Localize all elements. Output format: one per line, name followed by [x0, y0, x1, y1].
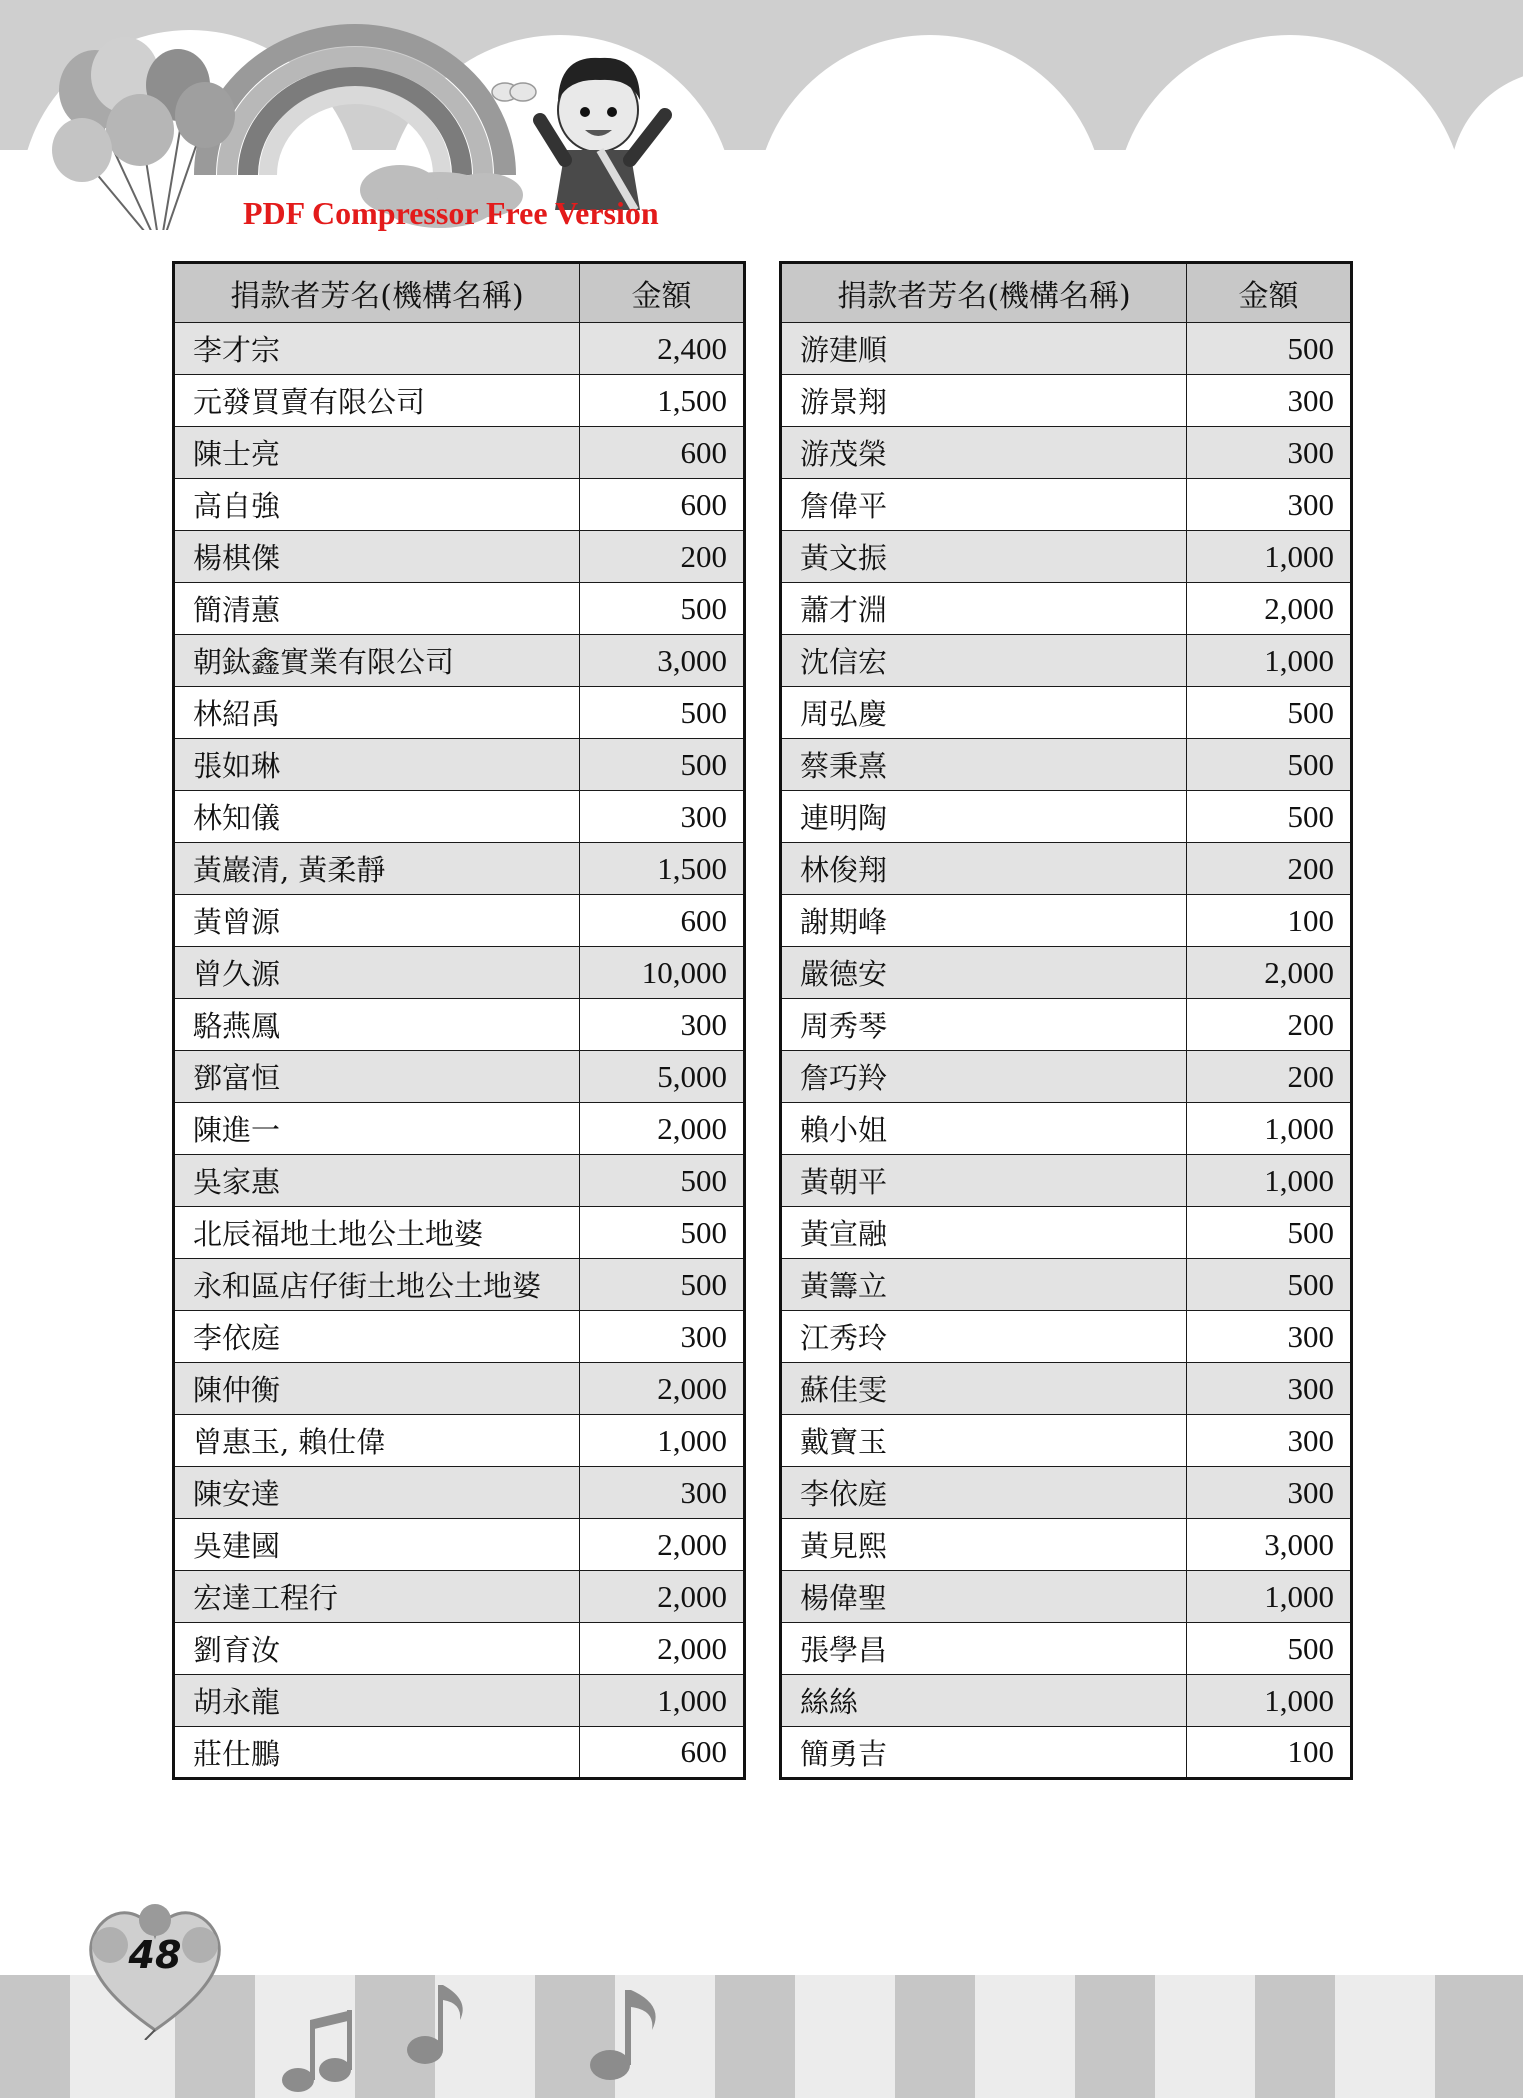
column-header-name: 捐款者芳名(機構名稱) [781, 263, 1187, 323]
donor-name-cell: 黃巖清, 黃柔靜 [174, 843, 580, 895]
donation-amount-cell: 500 [580, 687, 745, 739]
table-row [781, 791, 1352, 843]
donor-name-cell: 黃宣融 [781, 1207, 1187, 1259]
table-row [174, 375, 745, 427]
table-row [174, 635, 745, 687]
donation-amount-cell: 300 [1187, 479, 1352, 531]
donor-name-cell: 蔡秉熹 [781, 739, 1187, 791]
table-header-row [174, 263, 745, 323]
butterfly-icon [492, 83, 536, 101]
donor-name-cell: 林知儀 [174, 791, 580, 843]
table-row [781, 635, 1352, 687]
donation-amount-cell: 1,500 [580, 843, 745, 895]
watermark-text: PDF Compressor Free Version [243, 195, 659, 231]
donation-amount-cell: 100 [1187, 1727, 1352, 1779]
donor-table-left [172, 261, 746, 1780]
table-row [174, 583, 745, 635]
donor-name-cell: 張學昌 [781, 1623, 1187, 1675]
donor-name-cell: 劉育汝 [174, 1623, 580, 1675]
donation-amount-cell: 500 [1187, 1207, 1352, 1259]
table-row [174, 947, 745, 999]
donor-name-cell: 詹巧羚 [781, 1051, 1187, 1103]
table-row [781, 947, 1352, 999]
donation-amount-cell: 1,000 [1187, 531, 1352, 583]
table-row [174, 999, 745, 1051]
table-header-row [781, 263, 1352, 323]
donation-amount-cell: 2,000 [580, 1103, 745, 1155]
donation-amount-cell: 300 [580, 1467, 745, 1519]
table-row [781, 739, 1352, 791]
table-row [174, 1051, 745, 1103]
donation-amount-cell: 300 [580, 791, 745, 843]
donation-amount-cell: 200 [1187, 999, 1352, 1051]
table-row [781, 1415, 1352, 1467]
table-row [781, 1259, 1352, 1311]
donor-name-cell: 李才宗 [174, 323, 580, 375]
donor-name-cell: 吳建國 [174, 1519, 580, 1571]
donor-name-cell: 嚴德安 [781, 947, 1187, 999]
table-row [781, 1623, 1352, 1675]
table-row [174, 479, 745, 531]
page-number: 48 [128, 1933, 182, 1977]
donor-name-cell: 黃籌立 [781, 1259, 1187, 1311]
table-row [781, 1155, 1352, 1207]
donor-name-cell: 黃曾源 [174, 895, 580, 947]
donation-amount-cell: 600 [580, 895, 745, 947]
donor-name-cell: 李依庭 [781, 1467, 1187, 1519]
donor-name-cell: 黃朝平 [781, 1155, 1187, 1207]
donation-amount-cell: 300 [1187, 1363, 1352, 1415]
donation-amount-cell: 500 [580, 1207, 745, 1259]
header-decoration [0, 0, 1523, 230]
donor-name-cell: 賴小姐 [781, 1103, 1187, 1155]
donation-amount-cell: 500 [580, 739, 745, 791]
donor-name-cell: 黃文振 [781, 531, 1187, 583]
table-row [174, 1467, 745, 1519]
column-header-amount: 金額 [1187, 263, 1352, 323]
donation-amount-cell: 3,000 [580, 635, 745, 687]
donation-amount-cell: 200 [1187, 843, 1352, 895]
donor-name-cell: 江秀玲 [781, 1311, 1187, 1363]
donation-amount-cell: 300 [580, 1311, 745, 1363]
donation-amount-cell: 2,000 [1187, 583, 1352, 635]
table-row [174, 1519, 745, 1571]
donation-amount-cell: 500 [1187, 1623, 1352, 1675]
column-header-amount: 金額 [580, 263, 745, 323]
donation-amount-cell: 1,000 [1187, 635, 1352, 687]
donation-amount-cell: 500 [1187, 1259, 1352, 1311]
donor-name-cell: 鄧富恒 [174, 1051, 580, 1103]
donation-amount-cell: 500 [1187, 687, 1352, 739]
table-row [781, 1467, 1352, 1519]
table-row [174, 1311, 745, 1363]
donor-name-cell: 永和區店仔街土地公土地婆 [174, 1259, 580, 1311]
donor-name-cell: 楊棋傑 [174, 531, 580, 583]
donation-amount-cell: 1,000 [1187, 1103, 1352, 1155]
donor-name-cell: 高自強 [174, 479, 580, 531]
table-row [781, 1675, 1352, 1727]
table-row [781, 895, 1352, 947]
donor-name-cell: 林俊翔 [781, 843, 1187, 895]
donation-amount-cell: 1,000 [1187, 1155, 1352, 1207]
table-row [174, 1363, 745, 1415]
table-row [781, 1363, 1352, 1415]
table-row [174, 1623, 745, 1675]
donation-amount-cell: 1,000 [580, 1675, 745, 1727]
donation-amount-cell: 300 [1187, 1311, 1352, 1363]
donor-name-cell: 沈信宏 [781, 635, 1187, 687]
donor-name-cell: 戴寶玉 [781, 1415, 1187, 1467]
donor-table-right-body [781, 323, 1352, 1779]
donor-name-cell: 陳進一 [174, 1103, 580, 1155]
donation-amount-cell: 2,000 [580, 1571, 745, 1623]
donor-name-cell: 莊仕鵬 [174, 1727, 580, 1779]
donor-name-cell: 林紹禹 [174, 687, 580, 739]
donation-amount-cell: 200 [580, 531, 745, 583]
donation-amount-cell: 500 [1187, 739, 1352, 791]
donor-name-cell: 張如琳 [174, 739, 580, 791]
table-row [781, 479, 1352, 531]
donor-name-cell: 曾惠玉, 賴仕偉 [174, 1415, 580, 1467]
donor-name-cell: 李依庭 [174, 1311, 580, 1363]
donor-name-cell: 黃見熙 [781, 1519, 1187, 1571]
donor-table-right [779, 261, 1353, 1780]
donation-amount-cell: 2,000 [580, 1623, 745, 1675]
donor-name-cell: 謝期峰 [781, 895, 1187, 947]
donation-amount-cell: 600 [580, 427, 745, 479]
donation-amount-cell: 300 [1187, 1467, 1352, 1519]
donation-amount-cell: 2,000 [580, 1519, 745, 1571]
donor-name-cell: 駱燕鳳 [174, 999, 580, 1051]
donor-name-cell: 周弘慶 [781, 687, 1187, 739]
donor-name-cell: 陳安達 [174, 1467, 580, 1519]
table-row [174, 531, 745, 583]
table-row [781, 1311, 1352, 1363]
donation-amount-cell: 500 [580, 583, 745, 635]
donor-name-cell: 楊偉聖 [781, 1571, 1187, 1623]
table-row [781, 531, 1352, 583]
donor-name-cell: 游景翔 [781, 375, 1187, 427]
table-row [781, 375, 1352, 427]
donor-name-cell: 朝鈦鑫實業有限公司 [174, 635, 580, 687]
donation-amount-cell: 2,400 [580, 323, 745, 375]
donation-amount-cell: 5,000 [580, 1051, 745, 1103]
donor-table-left-body [174, 323, 745, 1779]
donor-name-cell: 胡永龍 [174, 1675, 580, 1727]
donation-amount-cell: 3,000 [1187, 1519, 1352, 1571]
table-row [781, 1207, 1352, 1259]
donor-name-cell: 簡勇吉 [781, 1727, 1187, 1779]
donor-name-cell: 宏達工程行 [174, 1571, 580, 1623]
table-row [174, 1155, 745, 1207]
donation-amount-cell: 500 [1187, 323, 1352, 375]
donation-amount-cell: 500 [580, 1155, 745, 1207]
donor-name-cell: 北辰福地土地公土地婆 [174, 1207, 580, 1259]
donation-amount-cell: 300 [1187, 375, 1352, 427]
table-row [174, 895, 745, 947]
donor-name-cell: 游建順 [781, 323, 1187, 375]
donor-name-cell: 周秀琴 [781, 999, 1187, 1051]
donation-amount-cell: 100 [1187, 895, 1352, 947]
table-row [174, 323, 745, 375]
table-row [174, 1675, 745, 1727]
donation-amount-cell: 2,000 [1187, 947, 1352, 999]
donor-name-cell: 連明陶 [781, 791, 1187, 843]
donor-name-cell: 元發買賣有限公司 [174, 375, 580, 427]
column-header-name: 捐款者芳名(機構名稱) [174, 263, 580, 323]
donation-amount-cell: 1,000 [1187, 1571, 1352, 1623]
donation-amount-cell: 10,000 [580, 947, 745, 999]
table-row [174, 687, 745, 739]
table-row [781, 1519, 1352, 1571]
donor-name-cell: 蕭才淵 [781, 583, 1187, 635]
donation-amount-cell: 1,000 [580, 1415, 745, 1467]
donation-amount-cell: 500 [1187, 791, 1352, 843]
table-row [174, 791, 745, 843]
donor-name-cell: 游茂榮 [781, 427, 1187, 479]
donation-amount-cell: 2,000 [580, 1363, 745, 1415]
donor-name-cell: 簡清蕙 [174, 583, 580, 635]
table-row [781, 687, 1352, 739]
donation-amount-cell: 500 [580, 1259, 745, 1311]
donor-name-cell: 陳士亮 [174, 427, 580, 479]
table-row [174, 1259, 745, 1311]
table-row [174, 1415, 745, 1467]
donation-amount-cell: 200 [1187, 1051, 1352, 1103]
donation-amount-cell: 600 [580, 479, 745, 531]
donation-amount-cell: 1,500 [580, 375, 745, 427]
table-row [174, 739, 745, 791]
table-row [174, 1571, 745, 1623]
donor-name-cell: 詹偉平 [781, 479, 1187, 531]
table-row [174, 1103, 745, 1155]
donor-name-cell: 陳仲衡 [174, 1363, 580, 1415]
donor-name-cell: 曾久源 [174, 947, 580, 999]
table-row [781, 427, 1352, 479]
table-row [174, 1727, 745, 1779]
table-row [781, 1051, 1352, 1103]
table-row [174, 843, 745, 895]
table-row [174, 1207, 745, 1259]
table-row [781, 1727, 1352, 1779]
table-row [781, 843, 1352, 895]
donation-amount-cell: 300 [1187, 427, 1352, 479]
table-row [781, 1103, 1352, 1155]
table-row [781, 999, 1352, 1051]
donation-amount-cell: 600 [580, 1727, 745, 1779]
donor-name-cell: 絲絲 [781, 1675, 1187, 1727]
donation-amount-cell: 300 [1187, 1415, 1352, 1467]
table-row [781, 1571, 1352, 1623]
table-row [781, 323, 1352, 375]
donor-name-cell: 吳家惠 [174, 1155, 580, 1207]
donor-name-cell: 蘇佳雯 [781, 1363, 1187, 1415]
donation-amount-cell: 300 [580, 999, 745, 1051]
table-row [174, 427, 745, 479]
table-row [781, 583, 1352, 635]
donation-amount-cell: 1,000 [1187, 1675, 1352, 1727]
